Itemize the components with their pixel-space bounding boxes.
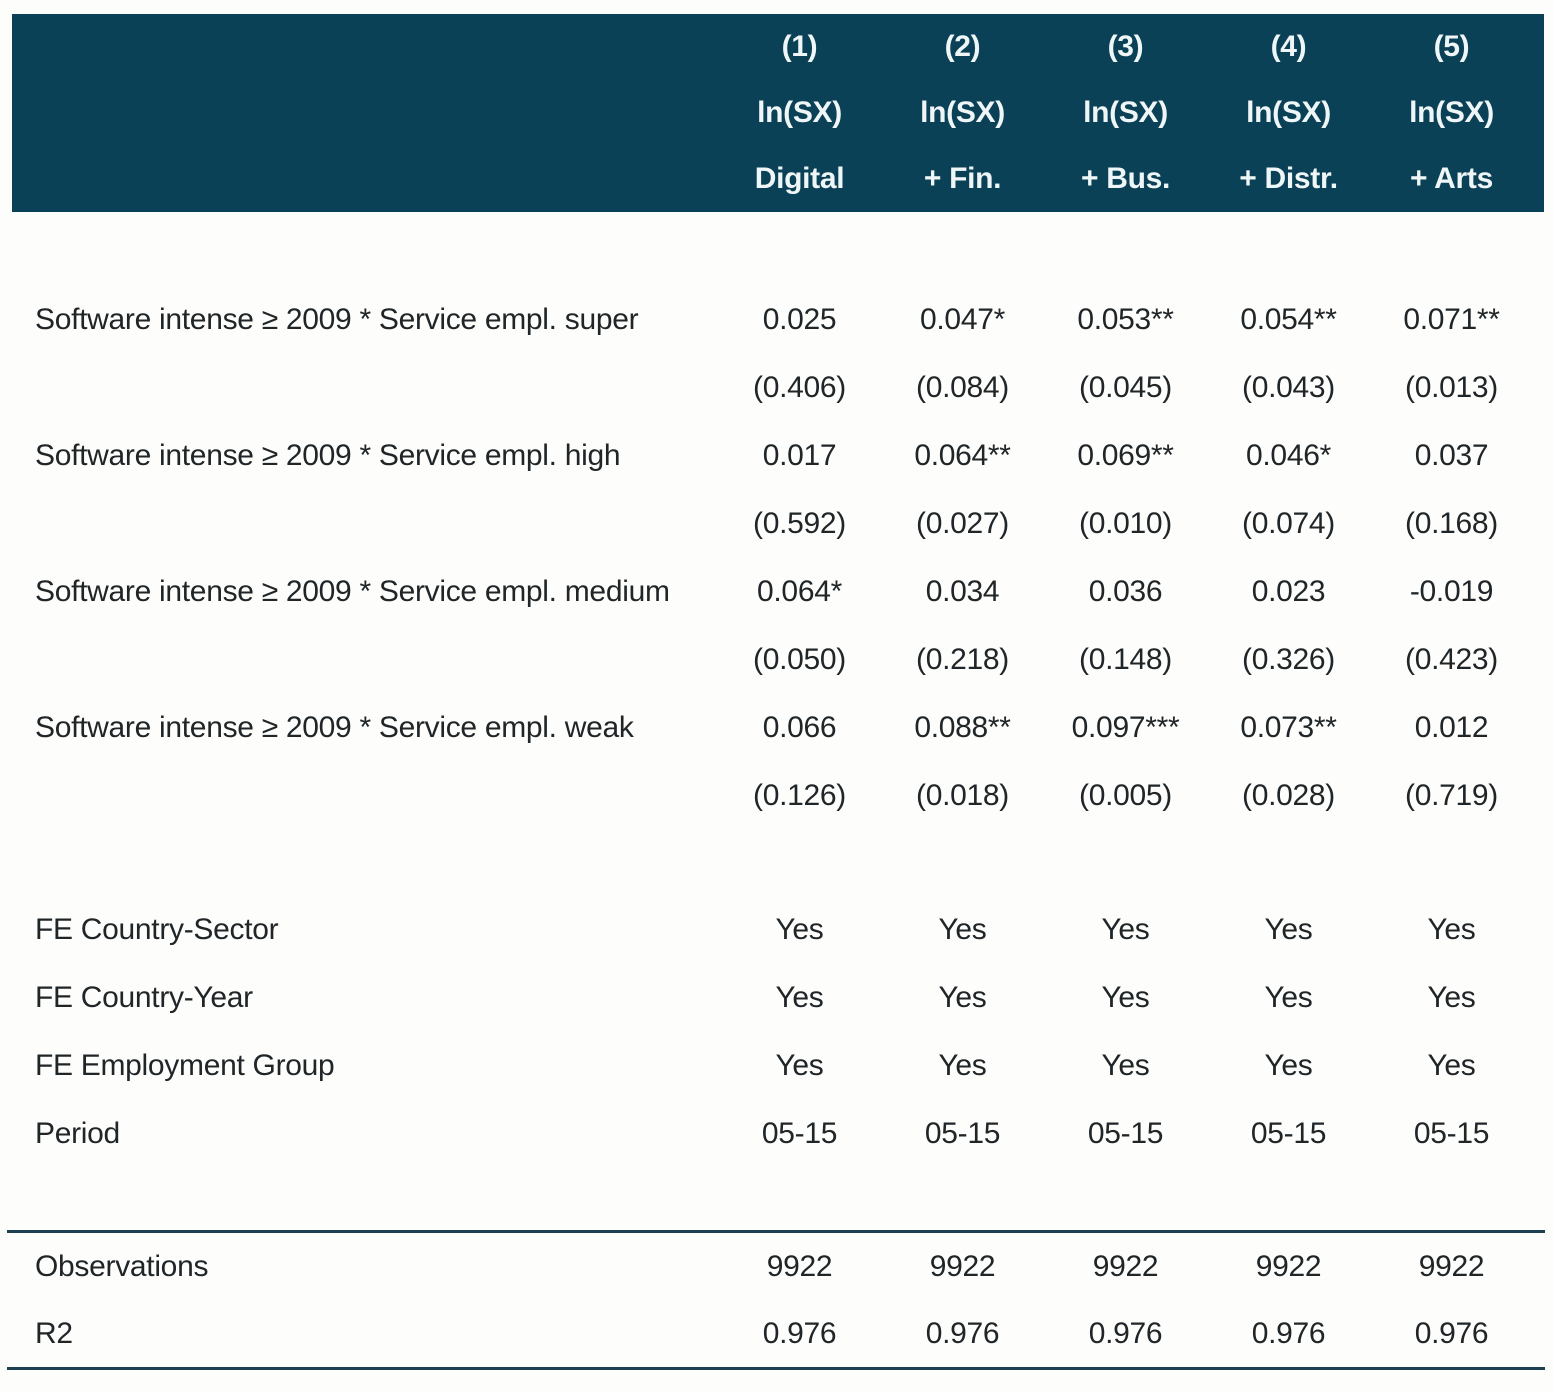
table-header	[12, 14, 1544, 212]
pvalue-cell: (0.045)	[1079, 371, 1172, 404]
stat-value-cell: 9922	[929, 1250, 996, 1283]
pvalue-cell: (0.423)	[1405, 643, 1498, 676]
spec-value-cell: Yes	[1101, 1049, 1150, 1082]
coefficient-cell: 0.071**	[1403, 303, 1500, 336]
stat-value-cell: 9922	[1092, 1250, 1159, 1283]
table-row	[0, 558, 1554, 626]
column-number: (3)	[1107, 30, 1144, 63]
column-number: (5)	[1433, 30, 1470, 63]
coefficient-cell: -0.019	[1409, 575, 1494, 608]
pvalue-cell: (0.005)	[1079, 779, 1172, 812]
column-depvar: ln(SX)	[1409, 96, 1494, 129]
pvalue-cell: (0.168)	[1405, 507, 1498, 540]
stat-value-cell: 0.976	[1088, 1317, 1163, 1350]
coefficient-cell: 0.037	[1414, 439, 1489, 472]
table-row	[0, 1233, 1554, 1301]
spec-value-cell: Yes	[1264, 1049, 1313, 1082]
coefficient-cell: 0.064*	[757, 575, 842, 608]
section-gap	[0, 830, 1554, 896]
pvalue-cell: (0.719)	[1405, 779, 1498, 812]
table-row	[0, 762, 1554, 830]
coefficient-cell: 0.066	[762, 711, 837, 744]
pvalue-cell: (0.043)	[1242, 371, 1335, 404]
stat-value-cell: 9922	[1418, 1250, 1485, 1283]
pvalue-cell: (0.027)	[916, 507, 1009, 540]
pvalue-cell: (0.326)	[1242, 643, 1335, 676]
spec-value-cell: 05-15	[1413, 1117, 1490, 1150]
spec-value-cell: 05-15	[1250, 1117, 1327, 1150]
row-label: FE Country-Sector	[35, 913, 279, 946]
table-row	[0, 286, 1554, 354]
row-label: Software intense ≥ 2009 * Service empl. super	[35, 303, 639, 336]
coefficient-cell: 0.046*	[1246, 439, 1331, 472]
row-label: FE Employment Group	[35, 1049, 335, 1082]
spec-value-cell: Yes	[1427, 1049, 1476, 1082]
coefficient-cell: 0.034	[925, 575, 1000, 608]
stat-value-cell: 0.976	[1414, 1317, 1489, 1350]
stat-value-cell: 9922	[766, 1250, 833, 1283]
column-sample: + Arts	[1410, 162, 1493, 195]
row-label: Software intense ≥ 2009 * Service empl. medium	[35, 575, 670, 608]
column-depvar: ln(SX)	[1083, 96, 1168, 129]
column-number: (4)	[1270, 30, 1307, 63]
row-label: R2	[35, 1317, 73, 1350]
pvalue-cell: (0.010)	[1079, 507, 1172, 540]
pvalue-cell: (0.148)	[1079, 643, 1172, 676]
spec-value-cell: Yes	[1101, 913, 1150, 946]
column-depvar: ln(SX)	[920, 96, 1005, 129]
column-sample: + Distr.	[1239, 162, 1338, 195]
table-row	[0, 694, 1554, 762]
pvalue-cell: (0.013)	[1405, 371, 1498, 404]
pvalue-cell: (0.406)	[753, 371, 846, 404]
table-row	[0, 1032, 1554, 1100]
spec-value-cell: Yes	[938, 1049, 987, 1082]
column-sample: Digital	[754, 162, 845, 195]
stat-value-cell: 9922	[1255, 1250, 1322, 1283]
coefficient-cell: 0.097***	[1071, 711, 1180, 744]
table-row	[0, 354, 1554, 422]
spec-value-cell: 05-15	[924, 1117, 1001, 1150]
coefficient-cell: 0.088**	[914, 711, 1011, 744]
spec-value-cell: 05-15	[1087, 1117, 1164, 1150]
pvalue-cell: (0.126)	[753, 779, 846, 812]
column-depvar: ln(SX)	[757, 96, 842, 129]
row-label: FE Country-Year	[35, 981, 253, 1014]
column-number: (2)	[944, 30, 981, 63]
column-sample: + Bus.	[1080, 162, 1171, 195]
spec-value-cell: Yes	[1101, 981, 1150, 1014]
spec-value-cell: Yes	[775, 981, 824, 1014]
coefficient-cell: 0.036	[1088, 575, 1163, 608]
table-row	[0, 626, 1554, 694]
spec-value-cell: Yes	[1427, 981, 1476, 1014]
stat-value-cell: 0.976	[925, 1317, 1000, 1350]
coefficient-cell: 0.064**	[914, 439, 1011, 472]
row-label: Software intense ≥ 2009 * Service empl. high	[35, 439, 621, 472]
spec-value-cell: Yes	[938, 913, 987, 946]
table-row	[0, 1100, 1554, 1168]
column-sample: + Fin.	[923, 162, 1002, 195]
coefficient-cell: 0.017	[762, 439, 837, 472]
table-row	[0, 896, 1554, 964]
coefficient-cell: 0.023	[1251, 575, 1326, 608]
stat-value-cell: 0.976	[762, 1317, 837, 1350]
row-label: Period	[35, 1117, 120, 1150]
row-label: Observations	[35, 1250, 209, 1283]
table-body	[0, 286, 1554, 1370]
coefficient-cell: 0.073**	[1240, 711, 1337, 744]
spec-value-cell: Yes	[775, 1049, 824, 1082]
spec-value-cell: 05-15	[761, 1117, 838, 1150]
pvalue-cell: (0.074)	[1242, 507, 1335, 540]
coefficient-cell: 0.053**	[1077, 303, 1174, 336]
coefficient-cell: 0.047*	[920, 303, 1005, 336]
pvalue-cell: (0.592)	[753, 507, 846, 540]
pvalue-cell: (0.218)	[916, 643, 1009, 676]
stat-value-cell: 0.976	[1251, 1317, 1326, 1350]
coefficient-cell: 0.025	[762, 303, 837, 336]
coefficient-cell: 0.069**	[1077, 439, 1174, 472]
coefficient-cell: 0.054**	[1240, 303, 1337, 336]
column-depvar: ln(SX)	[1246, 96, 1331, 129]
table-row	[0, 1301, 1554, 1367]
row-label: Software intense ≥ 2009 * Service empl. weak	[35, 711, 634, 744]
spec-value-cell: Yes	[1264, 981, 1313, 1014]
pvalue-cell: (0.028)	[1242, 779, 1335, 812]
table-row	[0, 422, 1554, 490]
coefficient-cell: 0.012	[1414, 711, 1489, 744]
table-row	[0, 964, 1554, 1032]
table-row	[0, 490, 1554, 558]
spec-value-cell: Yes	[1264, 913, 1313, 946]
spec-value-cell: Yes	[775, 913, 824, 946]
pvalue-cell: (0.018)	[916, 779, 1009, 812]
spec-value-cell: Yes	[1427, 913, 1476, 946]
pvalue-cell: (0.050)	[753, 643, 846, 676]
pvalue-cell: (0.084)	[916, 371, 1009, 404]
spec-value-cell: Yes	[938, 981, 987, 1014]
column-number: (1)	[781, 30, 818, 63]
table-rule-bottom	[7, 1367, 1545, 1370]
